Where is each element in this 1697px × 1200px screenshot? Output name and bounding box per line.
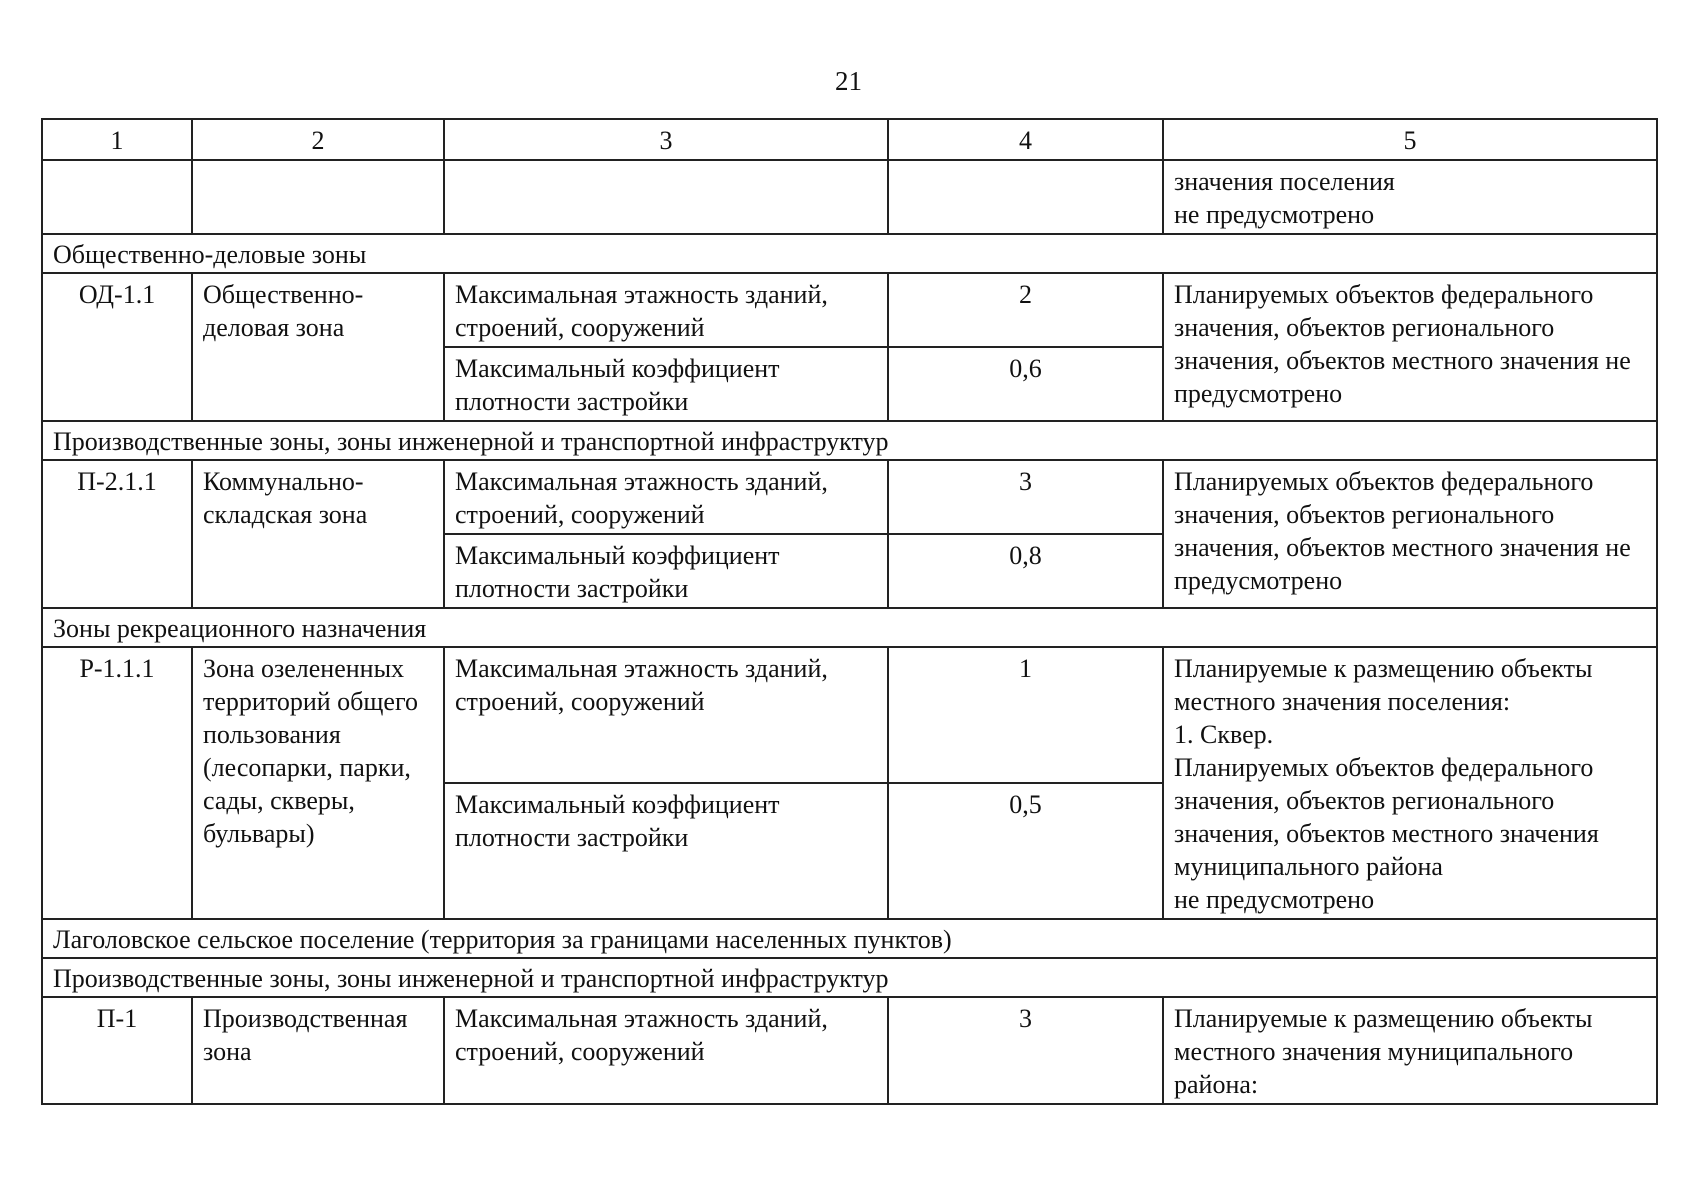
zone-name: Зона озелененных территорий общего пользования (лесопарки, парки, сады, скверы, бульвары) <box>192 647 444 919</box>
header-col-3: 3 <box>444 119 888 160</box>
zone-code: П-1 <box>42 997 192 1104</box>
param-value: 3 <box>888 460 1163 534</box>
section-row <box>42 958 1657 997</box>
continuation-col-5: значения поселения не предусмотрено <box>1163 160 1657 234</box>
header-col-5: 5 <box>1163 119 1657 160</box>
section-title-prod-2: Производственные зоны, зоны инженерной и транспортной инфраструктур <box>42 958 1657 997</box>
zone-notes: Планируемых объектов федерального значения, объектов регионального значения, объектов местного значения не предусмотрено <box>1163 460 1657 608</box>
param-name: Максимальная этажность зданий, строений, сооружений <box>444 273 888 347</box>
zone-name: Производственная зона <box>192 997 444 1104</box>
section-title-od: Общественно-деловые зоны <box>42 234 1657 273</box>
table-row <box>42 647 1657 783</box>
param-value: 1 <box>888 647 1163 783</box>
param-name: Максимальная этажность зданий, строений, сооружений <box>444 647 888 783</box>
param-name: Максимальный коэффициент плотности застройки <box>444 347 888 421</box>
continuation-row <box>42 160 1657 234</box>
section-title-rec: Зоны рекреационного назначения <box>42 608 1657 647</box>
zone-notes: Планируемые к размещению объекты местного значения муниципального района: <box>1163 997 1657 1104</box>
header-col-2: 2 <box>192 119 444 160</box>
page-number: 21 <box>835 66 862 96</box>
param-name: Максимальная этажность зданий, строений, сооружений <box>444 460 888 534</box>
param-value: 0,8 <box>888 534 1163 608</box>
section-title-prod: Производственные зоны, зоны инженерной и транспортной инфраструктур <box>42 421 1657 460</box>
continuation-col-1 <box>42 160 192 234</box>
zone-code: П-2.1.1 <box>42 460 192 608</box>
table-row <box>42 997 1657 1104</box>
continuation-col-2 <box>192 160 444 234</box>
zone-notes: Планируемых объектов федерального значения, объектов регионального значения, объектов местного значения не предусмотрено <box>1163 273 1657 421</box>
section-row <box>42 421 1657 460</box>
zone-notes: Планируемые к размещению объекты местного значения поселения: 1. Сквер. Планируемых объектов федерального значения, объектов регионального значения, объектов местного значения муниципального района не предусмотрено <box>1163 647 1657 919</box>
section-row <box>42 608 1657 647</box>
param-value: 3 <box>888 997 1163 1104</box>
param-value: 0,5 <box>888 783 1163 919</box>
table-row <box>42 460 1657 534</box>
param-value: 2 <box>888 273 1163 347</box>
param-name: Максимальный коэффициент плотности застройки <box>444 783 888 919</box>
zone-name: Коммунально- складская зона <box>192 460 444 608</box>
section-title-lag: Лаголовское сельское поселение (территория за границами населенных пунктов) <box>42 919 1657 958</box>
param-name: Максимальная этажность зданий, строений, сооружений <box>444 997 888 1104</box>
header-col-4: 4 <box>888 119 1163 160</box>
zones-table <box>41 118 1658 1105</box>
section-row <box>42 919 1657 958</box>
table-row <box>42 273 1657 347</box>
zone-code: Р-1.1.1 <box>42 647 192 919</box>
continuation-col-4 <box>888 160 1163 234</box>
zone-code: ОД-1.1 <box>42 273 192 421</box>
zone-name: Общественно- деловая зона <box>192 273 444 421</box>
header-row <box>42 119 1657 160</box>
header-col-1: 1 <box>42 119 192 160</box>
continuation-col-3 <box>444 160 888 234</box>
param-value: 0,6 <box>888 347 1163 421</box>
param-name: Максимальный коэффициент плотности застройки <box>444 534 888 608</box>
section-row <box>42 234 1657 273</box>
